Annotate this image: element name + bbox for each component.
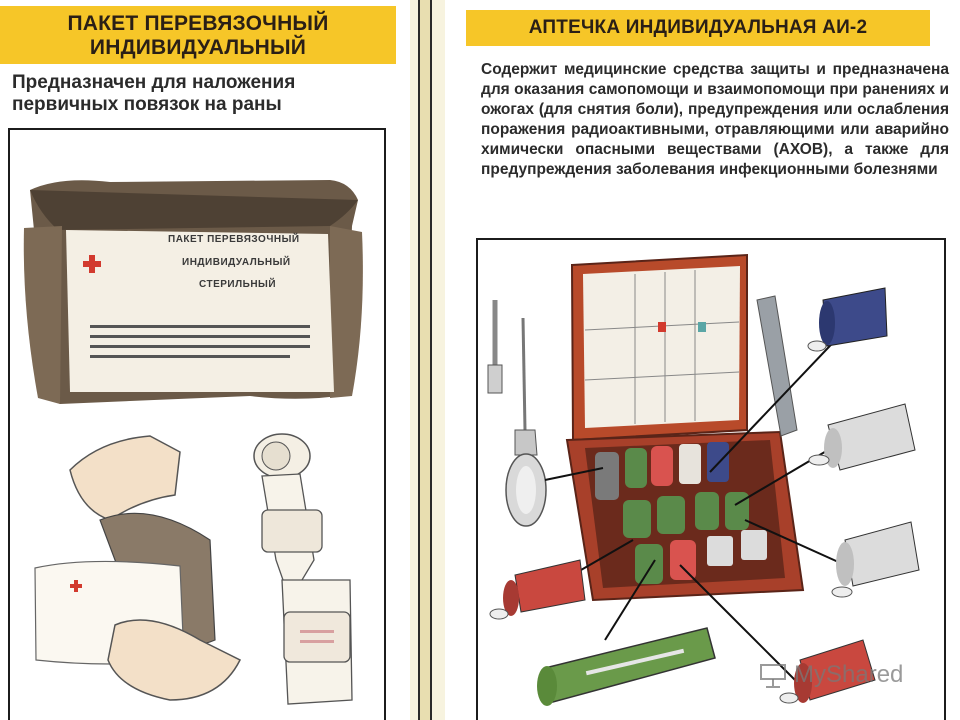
syringe-tube — [488, 300, 546, 526]
left-desc-line1: Предназначен для наложения — [12, 72, 296, 93]
right-description: Содержит медицинские средства защиты и предназначена для оказания самопомощи и взаимопомощи при ранениях и ожогах (для снятия боли), предупреждения или ослабления поражения радиоактивными, отравляющими или аварийно химически опасными веществами (АХОВ), а также для предупреждения заболевания инфекционными болезнями — [481, 61, 949, 178]
projector-icon — [758, 661, 788, 689]
watermark — [758, 655, 938, 695]
left-title-line1: ПАКЕТ ПЕРЕВЯЗОЧНЫЙ — [67, 12, 329, 35]
red-vial-left — [490, 560, 585, 619]
kit-case — [567, 255, 803, 600]
green-tube — [537, 628, 715, 706]
package-label-line3: СТЕРИЛЬНЫЙ — [199, 279, 277, 290]
package-label-line2: ИНДИВИДУАЛЬНЫЙ — [182, 257, 291, 268]
right-panel — [445, 0, 960, 720]
grey-vial-1 — [809, 404, 915, 470]
left-title-line2: ИНДИВИДУАЛЬНЫЙ — [89, 36, 307, 59]
rolled-bandage — [254, 434, 352, 704]
bandage-package-illustration — [0, 0, 410, 720]
panel-divider — [418, 0, 432, 720]
first-aid-kit-illustration — [445, 0, 960, 720]
package-label-card — [66, 230, 334, 392]
grey-vial-2 — [832, 522, 919, 597]
right-title-bar: АПТЕЧКА ИНДИВИДУАЛЬНАЯ АИ-2 — [466, 10, 930, 46]
left-panel — [0, 0, 410, 720]
package-label-line1: ПАКЕТ ПЕРЕВЯЗОЧНЫЙ — [168, 234, 300, 245]
blue-vial — [808, 288, 887, 351]
left-desc-line2: первичных повязок на раны — [12, 94, 282, 115]
watermark-text: MyShared — [794, 661, 904, 688]
hands-opening-package — [35, 436, 240, 700]
